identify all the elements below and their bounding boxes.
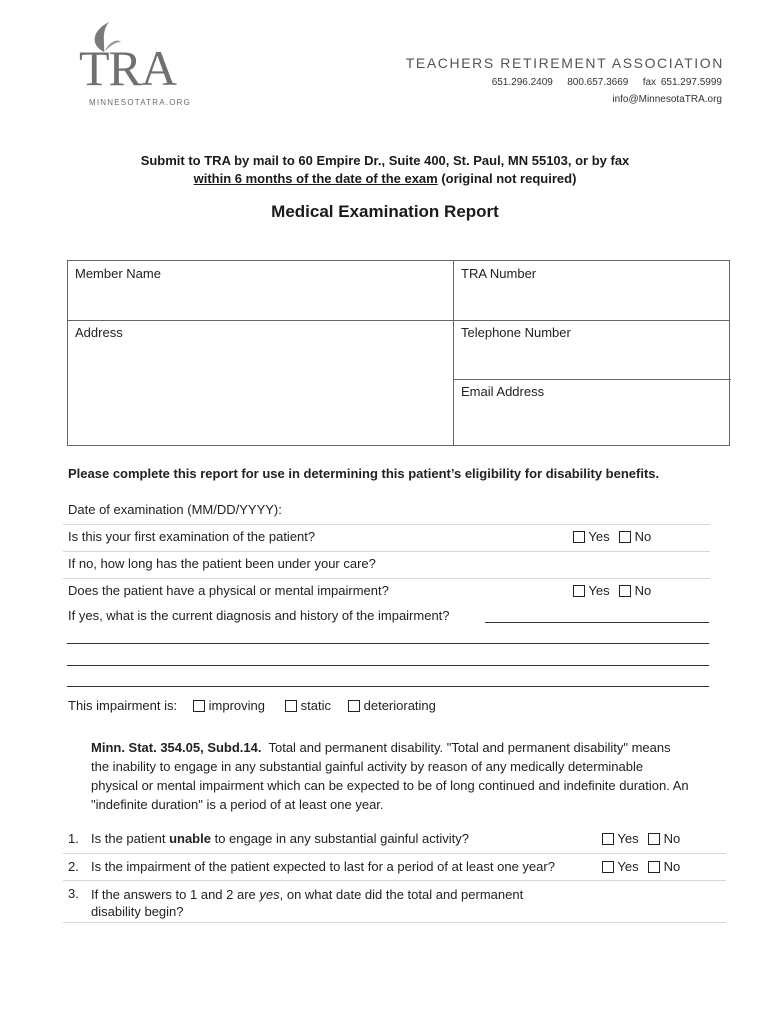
notice-deadline: within 6 months of the date of the exam [193,171,438,186]
q3-text-pre: If the answers to 1 and 2 are [91,887,260,902]
row-separator [63,524,710,525]
q3-text-italic: yes [259,887,280,902]
no-label: No [634,529,652,544]
checkbox-icon[interactable] [602,833,614,845]
q1-text-post: to engage in any substantial gainful activity? [210,831,469,846]
impairment-no[interactable] [619,583,651,598]
statute-text: Total and permanent disability. "Total and permanent disability" means the inability to engage in any substantial gainful activity by reason of any medically determinable physical or mental impairment which can be expected to be of long continued and indefinite duration. An "indefinite duration" is a period of at least one year. [91,740,693,812]
impairment-status-label: This impairment is: [68,698,178,713]
q3-line-2: disability begin? [91,904,184,919]
q3-label [91,886,523,920]
page-title: Medical Examination Report [271,202,499,221]
diagnosis-input-line[interactable] [485,622,709,623]
no-label: No [663,831,681,846]
org-phones: 651.296.2409 800.657.3669 fax 651.297.5999 [491,77,722,88]
q1-no[interactable] [648,831,680,846]
date-exam-label: Date of examination (MM/DD/YYYY): [68,502,282,517]
no-label: No [634,583,652,598]
checkbox-icon[interactable] [193,700,205,712]
q2-number: 2. [68,859,79,874]
member-name-field[interactable]: Member Name [75,266,161,281]
row-separator [63,551,710,552]
row-separator [63,578,710,579]
q2-no[interactable] [648,859,680,874]
member-info-box [67,260,730,446]
info-divider [453,261,454,445]
first-exam-no[interactable] [619,529,651,544]
tra-logo [79,20,192,110]
checkbox-icon[interactable] [648,861,660,873]
deteriorating-option[interactable] [348,698,436,713]
checkbox-icon[interactable] [348,700,360,712]
q1-text-bold: unable [169,831,211,846]
yes-label: Yes [617,859,639,874]
q3-text-post: , on what date did the total and permanent [279,887,524,902]
address-field[interactable]: Address [75,325,123,340]
first-exam-label: Is this your first examination of the patient? [68,529,316,544]
logo-url: MINNESOTATRA.ORG [89,98,192,107]
row-separator [63,922,726,923]
no-label: No [663,859,681,874]
diagnosis-input-line[interactable] [67,665,709,666]
q2-yes[interactable] [602,859,639,874]
checkbox-icon[interactable] [602,861,614,873]
q2-label: Is the impairment of the patient expected to last for a period of at least one year? [91,859,555,874]
q1-yes[interactable] [602,831,639,846]
yes-label: Yes [588,529,610,544]
static-label: static [300,698,331,713]
yes-label: Yes [588,583,610,598]
checkbox-icon[interactable] [648,833,660,845]
deteriorating-label: deteriorating [363,698,436,713]
info-row-divider-2 [453,379,731,380]
row-separator [63,853,726,854]
row-separator [63,880,726,881]
improving-option[interactable] [193,698,265,713]
q3-line-1 [91,886,523,903]
yes-label: Yes [617,831,639,846]
q3-number: 3. [68,886,79,901]
tra-number-field[interactable]: TRA Number [461,266,537,281]
org-name: TEACHERS RETIREMENT ASSOCIATION [405,55,724,71]
statute-citation: Minn. Stat. 354.05, Subd.14. [91,740,262,755]
submit-notice [0,152,770,188]
info-row-divider-1 [68,320,729,321]
instructions: Please complete this report for use in determining this patient’s eligibility for disability benefits. [68,466,660,481]
checkbox-icon[interactable] [285,700,297,712]
logo-text: TRA [79,40,176,96]
telephone-field[interactable]: Telephone Number [461,325,571,340]
notice-line-1: Submit to TRA by mail to 60 Empire Dr., Suite 400, St. Paul, MN 55103, or by fax [140,153,630,168]
diagnosis-input-line[interactable] [67,643,709,644]
diagnosis-label: If yes, what is the current diagnosis and history of the impairment? [68,608,450,623]
checkbox-icon[interactable] [573,585,585,597]
org-email: info@MinnesotaTRA.org [612,94,722,105]
first-exam-yes[interactable] [573,529,610,544]
statute-definition [91,738,691,814]
email-field[interactable]: Email Address [461,384,545,399]
notice-line-2 [0,170,770,188]
care-duration-label: If no, how long has the patient been under your care? [68,556,376,571]
static-option[interactable] [285,698,331,713]
notice-original: (original not required) [437,171,577,186]
checkbox-icon[interactable] [619,531,631,543]
q1-text-pre: Is the patient [91,831,170,846]
q1-number: 1. [68,831,79,846]
checkbox-icon[interactable] [573,531,585,543]
improving-label: improving [208,698,265,713]
checkbox-icon[interactable] [619,585,631,597]
impairment-yes[interactable] [573,583,610,598]
q1-label [91,831,469,846]
impairment-label: Does the patient have a physical or mental impairment? [68,583,389,598]
diagnosis-input-line[interactable] [67,686,709,687]
